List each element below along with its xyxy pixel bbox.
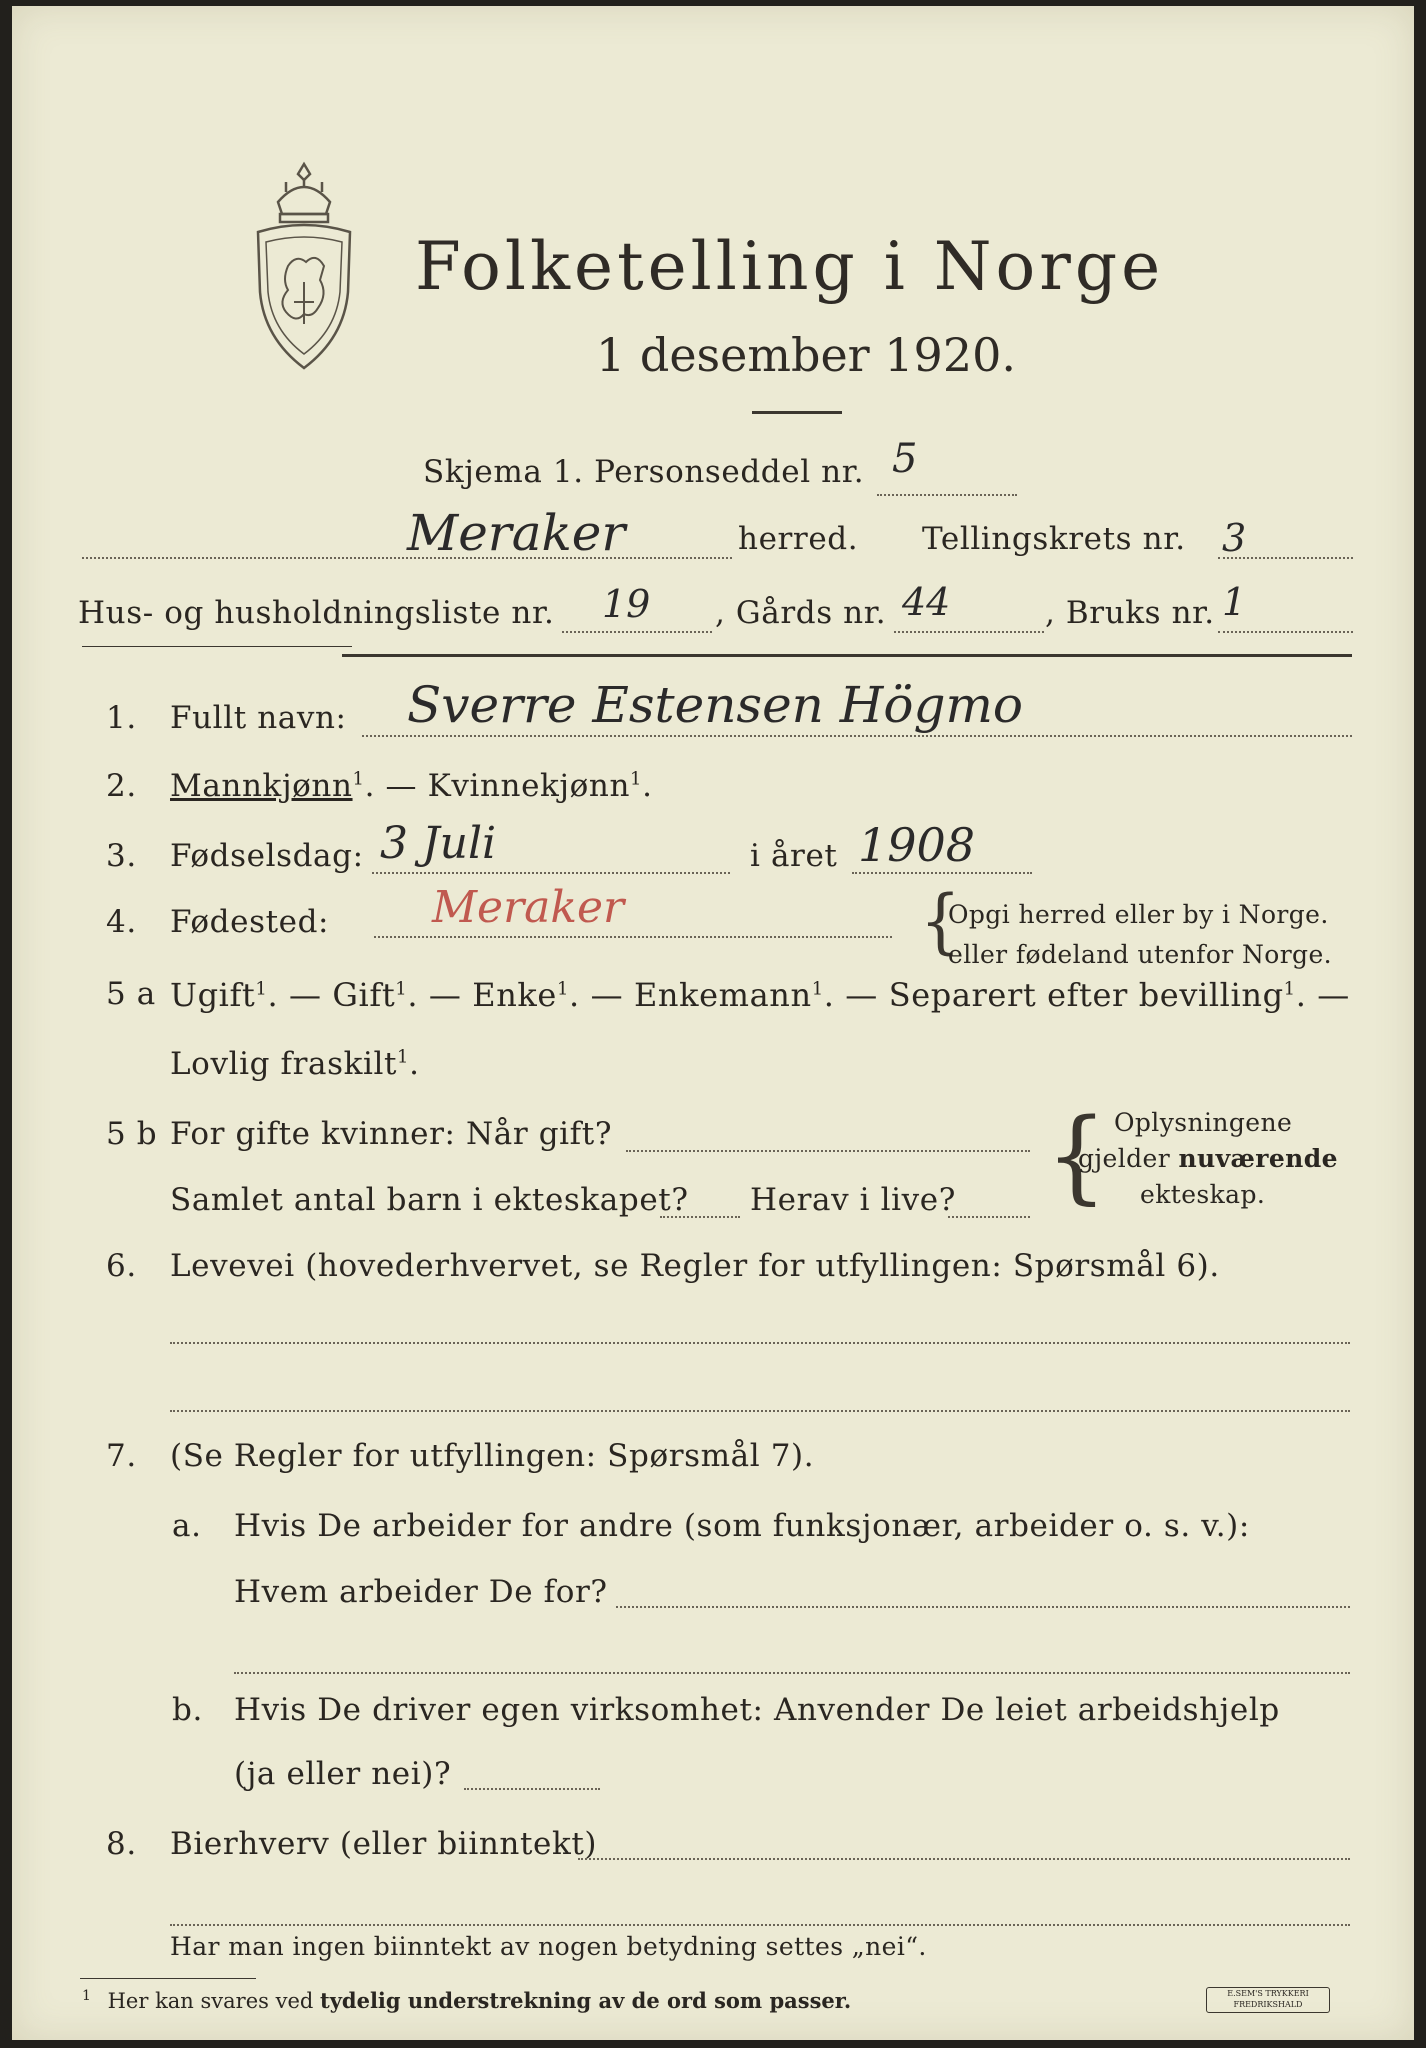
q3-day-field-line bbox=[372, 872, 730, 874]
q3-year-field-line bbox=[852, 872, 1032, 874]
q5b-live-field-line bbox=[948, 1216, 1030, 1218]
footnote-text-a: Her kan svares ved bbox=[107, 1989, 320, 2013]
q5b-live-label: Herav i live? bbox=[750, 1182, 956, 1218]
q5a-ugift-mark: 1 bbox=[255, 978, 268, 1000]
herred-label: herred. bbox=[738, 521, 859, 557]
q7a-text: Hvis De arbeider for andre (som funksjonær, arbeider o. s. v.): bbox=[234, 1508, 1250, 1544]
q6-number: 6. bbox=[106, 1248, 137, 1284]
q5b-label: For gifte kvinner: Når gift? bbox=[170, 1116, 613, 1152]
q3-birth-year: 1908 bbox=[858, 818, 976, 872]
q5b-note-line3: ekteskap. bbox=[1140, 1180, 1266, 1209]
q6-field-line-2 bbox=[170, 1410, 1350, 1412]
q7a-question: Hvem arbeider De for? bbox=[234, 1574, 608, 1610]
hus-field-line bbox=[562, 631, 712, 633]
q5b-note-line2 bbox=[1078, 1144, 1338, 1173]
q5a-dot: . bbox=[409, 1046, 420, 1082]
q7a-field-line-1 bbox=[616, 1606, 1350, 1608]
skjema-field-line bbox=[877, 494, 1017, 496]
q2-male-option: Mannkjønn bbox=[170, 768, 353, 804]
q5a-enkemann: Enkemann bbox=[633, 976, 812, 1014]
q1-full-name: Sverre Estensen Högmo bbox=[407, 676, 1023, 734]
q5a-enke: Enke bbox=[472, 976, 557, 1014]
q5b-note-gjelder: gjelder bbox=[1078, 1144, 1179, 1173]
q5a-separert: Separert efter bevilling bbox=[888, 976, 1284, 1014]
q2-number: 2. bbox=[106, 768, 137, 804]
bruks-number: 1 bbox=[1222, 580, 1247, 624]
hus-label: Hus- og husholdningsliste nr. bbox=[78, 595, 555, 631]
q6-label: Levevei (hovederhvervet, se Regler for utfyllingen: Spørsmål 6). bbox=[170, 1248, 1220, 1284]
q8-label: Bierhverv (eller biinntekt) bbox=[170, 1826, 598, 1862]
q2-options bbox=[170, 768, 653, 804]
q4-number: 4. bbox=[106, 904, 137, 940]
q5a-dash: . — bbox=[823, 976, 889, 1014]
q7b-letter: b. bbox=[172, 1692, 203, 1728]
q5b-brace: { bbox=[1046, 1097, 1108, 1215]
q7-number: 7. bbox=[106, 1438, 137, 1474]
skjema-label: Skjema 1. Personseddel nr. bbox=[423, 454, 865, 490]
q7-label: (Se Regler for utfyllingen: Spørsmål 7). bbox=[170, 1438, 815, 1474]
q8-field-line-1 bbox=[578, 1858, 1350, 1860]
q7b-question: (ja eller nei)? bbox=[234, 1756, 452, 1792]
q5a-enkemann-mark: 1 bbox=[811, 978, 824, 1000]
footnote-text-b: tydelig understrekning av de ord som passer. bbox=[320, 1988, 852, 2013]
krets-label: Tellingskrets nr. bbox=[922, 521, 1186, 557]
header-rule bbox=[342, 654, 1352, 657]
q5b-barn-label: Samlet antal barn i ekteskapet? bbox=[170, 1182, 689, 1218]
q5a-gift: Gift bbox=[332, 976, 396, 1014]
q5a-dash: . — bbox=[1295, 976, 1350, 1014]
q1-number: 1. bbox=[106, 700, 137, 736]
title-divider bbox=[752, 411, 842, 414]
q7b-field-line bbox=[464, 1788, 600, 1790]
q5b-gift-field-line bbox=[626, 1150, 1030, 1152]
q3-year-label: i året bbox=[750, 838, 838, 874]
herred-name: Meraker bbox=[407, 504, 626, 562]
header-rule-thin bbox=[82, 646, 352, 647]
hus-number: 19 bbox=[602, 582, 651, 626]
biinntekt-note: Har man ingen biinntekt av nogen betydning settes „nei“. bbox=[170, 1932, 927, 1961]
q5a-fraskilt: Lovlig fraskilt bbox=[170, 1046, 398, 1082]
q5a-dash: . — bbox=[569, 976, 634, 1014]
q2-male-footnote-mark: 1 bbox=[352, 768, 365, 790]
gards-field-line bbox=[894, 631, 1044, 633]
coat-of-arms-icon bbox=[248, 156, 360, 376]
q5b-barn-field-line bbox=[660, 1216, 740, 1218]
q8-number: 8. bbox=[106, 1826, 137, 1862]
gards-label: , Gårds nr. bbox=[715, 595, 887, 631]
q8-field-line-2 bbox=[170, 1924, 1350, 1926]
q4-note-line1: Opgi herred eller by i Norge. bbox=[948, 900, 1329, 929]
q4-brace: { bbox=[920, 881, 961, 963]
census-form-page bbox=[12, 6, 1414, 2040]
q5a-enke-mark: 1 bbox=[556, 978, 570, 1000]
bruks-label: , Bruks nr. bbox=[1045, 595, 1215, 631]
q5b-number: 5 b bbox=[106, 1116, 158, 1152]
q5a-number: 5 a bbox=[106, 976, 156, 1012]
q6-field-line-1 bbox=[170, 1342, 1350, 1344]
census-date: 1 desember 1920. bbox=[596, 328, 1016, 382]
q5a-dash: . — bbox=[407, 976, 473, 1014]
q7a-field-line-2 bbox=[234, 1672, 1350, 1674]
q5a-gift-mark: 1 bbox=[395, 978, 408, 1000]
printer-stamp bbox=[1206, 1987, 1330, 2013]
footnote-number: 1 bbox=[82, 1988, 91, 2004]
q3-birth-day: 3 Juli bbox=[380, 818, 497, 869]
q5a-ugift: Ugift bbox=[170, 976, 256, 1014]
q4-label: Fødested: bbox=[170, 904, 330, 940]
skjema-number: 5 bbox=[892, 436, 918, 482]
krets-number: 3 bbox=[1222, 516, 1247, 560]
q4-field-line bbox=[374, 936, 892, 938]
q1-label: Fullt navn: bbox=[170, 700, 347, 736]
gards-number: 44 bbox=[902, 580, 951, 624]
q5a-separert-mark: 1 bbox=[1283, 978, 1296, 1000]
printer-stamp-text: E.SEM'S TRYKKERI FREDRIKSHALD bbox=[1227, 1989, 1309, 2009]
q5a-dash: . — bbox=[267, 976, 333, 1014]
bruks-field-line bbox=[1218, 631, 1353, 633]
q2-separator: . — bbox=[364, 768, 428, 804]
q5b-note-nuvaerende: nuværende bbox=[1178, 1144, 1338, 1173]
q2-female-footnote-mark: 1 bbox=[630, 768, 643, 790]
q2-female-option: Kvinnekjønn bbox=[427, 768, 631, 804]
q7b-text: Hvis De driver egen virksomhet: Anvender De leiet arbeidshjelp bbox=[234, 1692, 1280, 1728]
q4-birthplace: Meraker bbox=[432, 882, 625, 933]
q4-note-line2: eller fødeland utenfor Norge. bbox=[948, 940, 1332, 969]
footnote bbox=[82, 1988, 851, 2013]
q1-field-line bbox=[362, 735, 1352, 737]
q5a-options bbox=[170, 976, 1350, 1014]
q3-number: 3. bbox=[106, 838, 137, 874]
q5a-options-line2 bbox=[170, 1046, 420, 1082]
footnote-rule bbox=[80, 1978, 256, 1979]
q5b-note-line1: Oplysningene bbox=[1114, 1108, 1293, 1137]
q3-label: Fødselsdag: bbox=[170, 838, 364, 874]
form-title: Folketelling i Norge bbox=[415, 228, 1165, 305]
q2-end: . bbox=[642, 768, 653, 804]
q7a-letter: a. bbox=[172, 1508, 202, 1544]
q5a-fraskilt-mark: 1 bbox=[397, 1046, 410, 1068]
